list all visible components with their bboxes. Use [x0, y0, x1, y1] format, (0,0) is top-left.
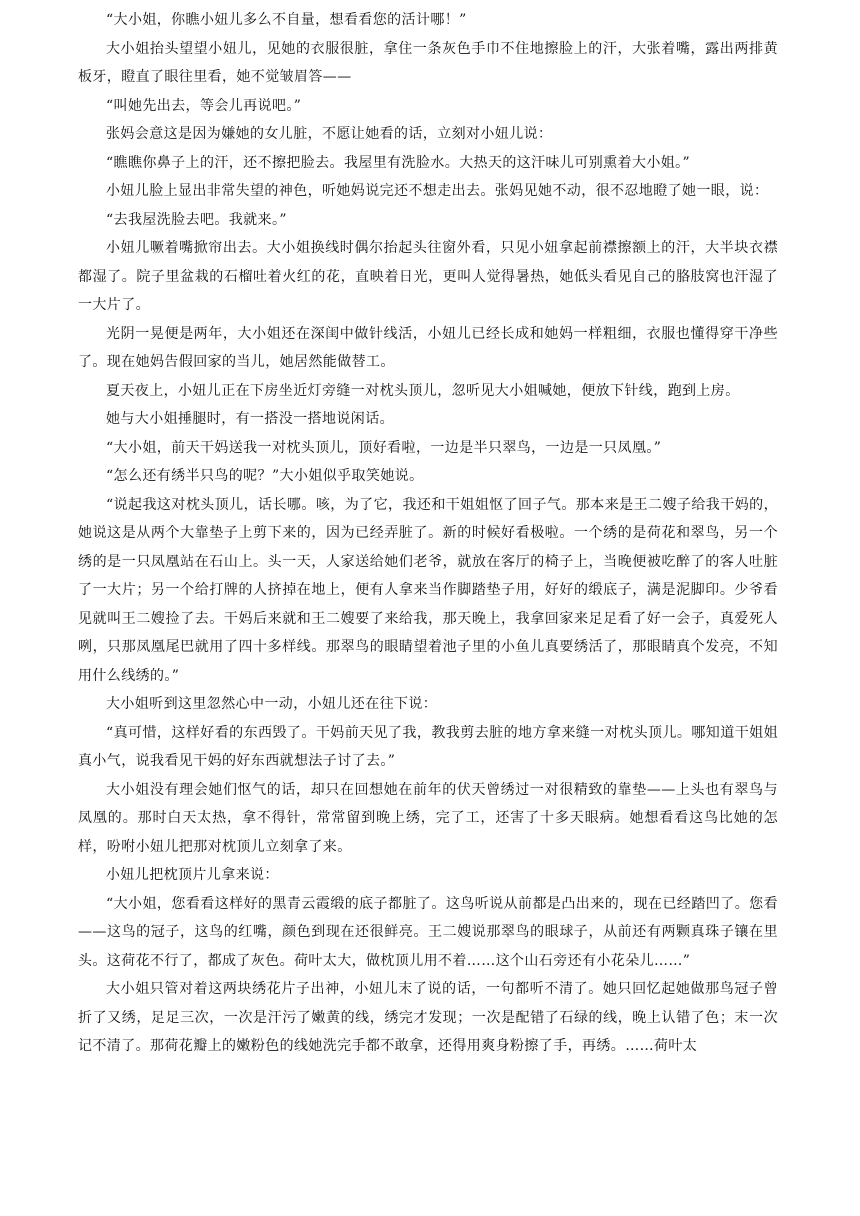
paragraph: 大小姐只管对着这两块绣花片子出神，小妞儿末了说的话，一句都听不清了。她只回忆起她做那鸟冠子曾折了又绣，足足三次，一次是汗污了嫩黄的线，绣完才发现；一次是配错了石绿的线，晚上认错了色；末一次记不清了。那荷花瓣上的嫩粉色的线她洗完手都不敢拿，还得用爽身粉擦了手，再绣。……荷叶太: [78, 981, 778, 1054]
paragraph: 张妈会意这是因为嫌她的女儿脏，不愿让她看的话，立刻对小妞儿说：: [106, 126, 553, 142]
document-page: [78, 6, 778, 1061]
paragraph: “去我屋洗脸去吧。我就来。”: [106, 211, 287, 228]
paragraph: “大小姐，前天干妈送我一对枕头顶儿，顶好看啦，一边是半只翠鸟，一边是一只凤凰。”: [106, 439, 662, 456]
paragraph: 小妞儿脸上显出非常失望的神色，听她妈说完还不想走出去。张妈见她不动，很不忍地瞪了她一眼，说：: [106, 183, 769, 199]
paragraph: “真可惜，这样好看的东西毁了。干妈前天见了我，教我剪去脏的地方拿来缝一对枕头顶儿。哪知道干姐姐真小气，说我看见干妈的好东西就想法子讨了去。”: [78, 724, 778, 769]
paragraph: 大小姐没有理会她们怄气的话，却只在回想她在前年的伏天曾绣过一对很精致的靠垫——上头也有翠鸟与凤凰的。那时白天太热，拿不得针，常常留到晚上绣，完了工，还害了十多天眼病。她想看看这鸟比她的怎样，吩咐小妞儿把那对枕顶儿立刻拿了来。: [78, 781, 778, 855]
paragraph: 光阴一晃便是两年，大小姐还在深闺中做针线活，小妞儿已经长成和她妈一样粗细，衣服也懂得穿干净些了。现在她妈告假回家的当儿，她居然能做替工。: [78, 325, 778, 370]
paragraph: “怎么还有绣半只鸟的呢？”大小姐似乎取笑她说。: [106, 468, 424, 484]
paragraph: 小妞儿噘着嘴掀帘出去。大小姐换线时偶尔抬起头往窗外看，只见小妞拿起前襟擦额上的汗，大半块衣襟都湿了。院子里盆栽的石榴吐着火红的花，直映着日光，更叫人觉得暑热，她低头看见自己的胳肢窝也汗湿了一大片了。: [78, 240, 778, 313]
paragraph: “叫她先出去，等会儿再说吧。”: [106, 97, 302, 114]
paragraph: “说起我这对枕头顶儿，话长哪。咳，为了它，我还和干姐姐怄了回子气。那本来是王二嫂子给我干妈的，她说这是从两个大靠垫子上剪下来的，因为已经弄脏了。新的时候好看极啦。一个绣的是荷花和翠鸟，另一个绣的是一只凤凰站在石山上。头一天，人家送给她们老爷，就放在客厅的椅子上，当晚便被吃醉了的客人吐脏了一大片；另一个给打牌的人挤掉在地上，便有人拿来当作脚踏垫子用，好好的缎底子，满是泥脚印。少爷看见就叫王二嫂捡了去。干妈后来就和王二嫂要了来给我，那天晚上，我拿回家来足足看了好一会子，真爱死人咧，只那凤凰尾巴就用了四十多样线。那翠鸟的眼睛望着池子里的小鱼儿真要绣活了，那眼睛真个发亮，不知用什么线绣的。”: [78, 496, 778, 684]
paragraph: 小妞儿把枕顶片儿拿来说：: [106, 867, 279, 883]
paragraph: 大小姐听到这里忽然心中一动，小妞儿还在往下说：: [106, 696, 438, 712]
paragraph: 她与大小姐捶腿时，有一搭没一搭地说闲话。: [106, 411, 394, 427]
paragraph: “大小姐，您看看这样好的黑青云霞缎的底子都脏了。这鸟听说从前都是凸出来的，现在已经踏凹了。您看——这鸟的冠子，这鸟的红嘴，颜色到现在还很鲜亮。王二嫂说那翠鸟的眼球子，从前还有两颗真珠子镶在里头。这荷花不行了，都成了灰色。荷叶太大，做枕顶儿用不着……这个山石旁还有小花朵儿……”: [78, 895, 778, 969]
paragraph: 大小姐抬头望望小妞儿，见她的衣服很脏，拿住一条灰色手巾不住地擦脸上的汗，大张着嘴，露出两排黄板牙，瞪直了眼往里看，她不觉皱眉答——: [78, 40, 778, 85]
paragraph: “大小姐，你瞧小妞儿多么不自量，想看看您的活计哪！”: [106, 12, 467, 28]
paragraph: 夏天夜上，小妞儿正在下房坐近灯旁缝一对枕头顶儿，忽听见大小姐喊她，便放下针线，跑到上房。: [106, 382, 740, 399]
paragraph: “瞧瞧你鼻子上的汗，还不擦把脸去。我屋里有洗脸水。大热天的这汗味儿可别熏着大小姐。”: [106, 154, 691, 171]
